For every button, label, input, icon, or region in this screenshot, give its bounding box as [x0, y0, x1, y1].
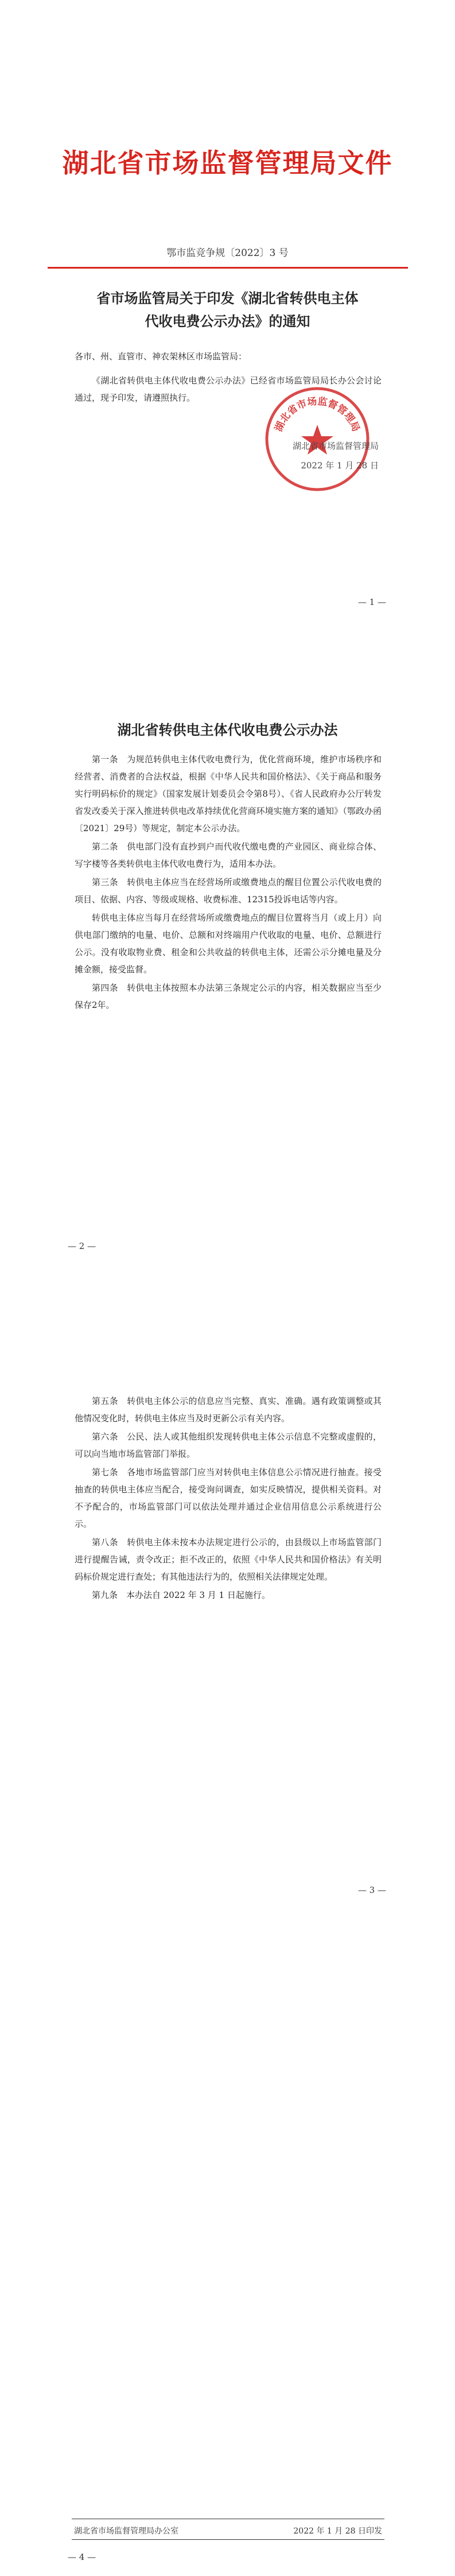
page-4 — [0, 1932, 455, 2576]
notice-title-line-1: 省市场监管局关于印发《湖北省转供电主体 — [96, 290, 359, 307]
footer-bottom-rule — [72, 2539, 384, 2540]
notice-title-line-2: 代收电费公示办法》的通知 — [145, 313, 310, 329]
article-paragraph: 第九条 本办法自 2022 年 3 月 1 日起施行。 — [92, 1590, 270, 1600]
article-paragraph: 第七条 各地市场监管部门应当对转供电主体信息公示情况进行抽查。接受抽查的转供电主体应当配合，接受询问调查，如实反映情况，提供相关资料。对不予配合的，市场监管部门可以依法处理并通过企业信用信息公示系统进行公示。 — [75, 1467, 382, 1529]
notice-paragraph: 《湖北省转供电主体代收电费公示办法》已经省市场监管局局长办公会讨论通过，现予印发，请遵照执行。 — [75, 375, 382, 403]
document-number: 鄂市监竞争规〔2022〕3 号 — [166, 247, 289, 259]
issuing-authority: 湖北省市场监督管理局 — [292, 441, 379, 451]
salutation: 各市、州、直管市、神农架林区市场监管局： — [75, 351, 247, 362]
article-paragraph: 第八条 转供电主体未按本办法规定进行公示的，由县级以上市场监管部门进行提醒告诫，责令改正；拒不改正的，依照《中华人民共和国价格法》有关明码标价规定进行查处；有其他违法行为的，依照相关法律规定处理。 — [75, 1537, 382, 1582]
notice-title — [0, 287, 455, 333]
article-paragraph: 第一条 为规范转供电主体代收电费行为，优化营商环境，维护市场秩序和经营者、消费者的合法权益，根据《中华人民共和国价格法》、《关于商品和服务实行明码标价的规定》（国家发展计划委员会令第8号）、《省人民政府办公厅转发省发改委关于深入推进转供电改革持续优化营商环境实施方案的通知》（鄂政办函〔2021〕29号）等规定，制定本公示办法。 — [75, 754, 382, 833]
article-paragraph: 第二条 供电部门没有直抄到户而代收代缴电费的产业园区、商业综合体、写字楼等各类转供电主体代收电费行为，适用本办法。 — [75, 841, 382, 869]
article-paragraph: 第五条 转供电主体公示的信息应当完整、真实、准确。遇有政策调整或其他情况变化时，转供电主体应当及时更新公示有关内容。 — [75, 1396, 382, 1423]
page-number: — 1 — — [357, 597, 386, 607]
page-number: — 2 — — [68, 1241, 96, 1251]
footer-print-date: 2022 年 1 月 28 日印发 — [293, 2527, 382, 2536]
page-number: — 3 — — [357, 1885, 386, 1895]
measures-title: 湖北省转供电主体代收电费公示办法 — [117, 721, 338, 738]
page-2 — [0, 644, 455, 1288]
page-number: — 4 — — [68, 2552, 96, 2562]
article-paragraph: 第六条 公民、法人或其他组织发现转供电主体公示信息不完整或虚假的，可以向当地市场监管部门举报。 — [75, 1431, 382, 1459]
issue-date: 2022 年 1 月 28 日 — [301, 460, 379, 471]
red-divider — [48, 267, 408, 269]
measures-body-part-2 — [75, 1392, 382, 1605]
official-seal — [263, 385, 372, 494]
article-paragraph: 转供电主体应当每月在经营场所或缴费地点的醒目位置将当月（或上月）向供电部门缴纳的电量、电价、总额和对终端用户代收取的电量、电价、总额进行公示。没有收取物业费、租金和公共收益的转供电主体，还需公示分摊电量及分摊金额，接受监督。 — [75, 913, 382, 975]
page-3 — [0, 1288, 455, 1932]
document-header-title: 湖北省市场监督管理局文件 — [62, 148, 393, 179]
footer-office: 湖北省市场监督管理局办公室 — [74, 2527, 178, 2536]
article-paragraph: 第三条 转供电主体应当在经营场所或缴费地点的醒目位置公示代收电费的项目、依据、内容、等级或规格、收费标准、12315投诉电话等内容。 — [75, 877, 382, 905]
article-paragraph: 第四条 转供电主体按照本办法第三条规定公示的内容，相关数据应当至少保存2年。 — [75, 983, 382, 1010]
seal-text: 湖北省市场监督管理局 — [273, 395, 362, 433]
measures-body-part-1 — [75, 751, 382, 1015]
page-1 — [0, 0, 455, 644]
